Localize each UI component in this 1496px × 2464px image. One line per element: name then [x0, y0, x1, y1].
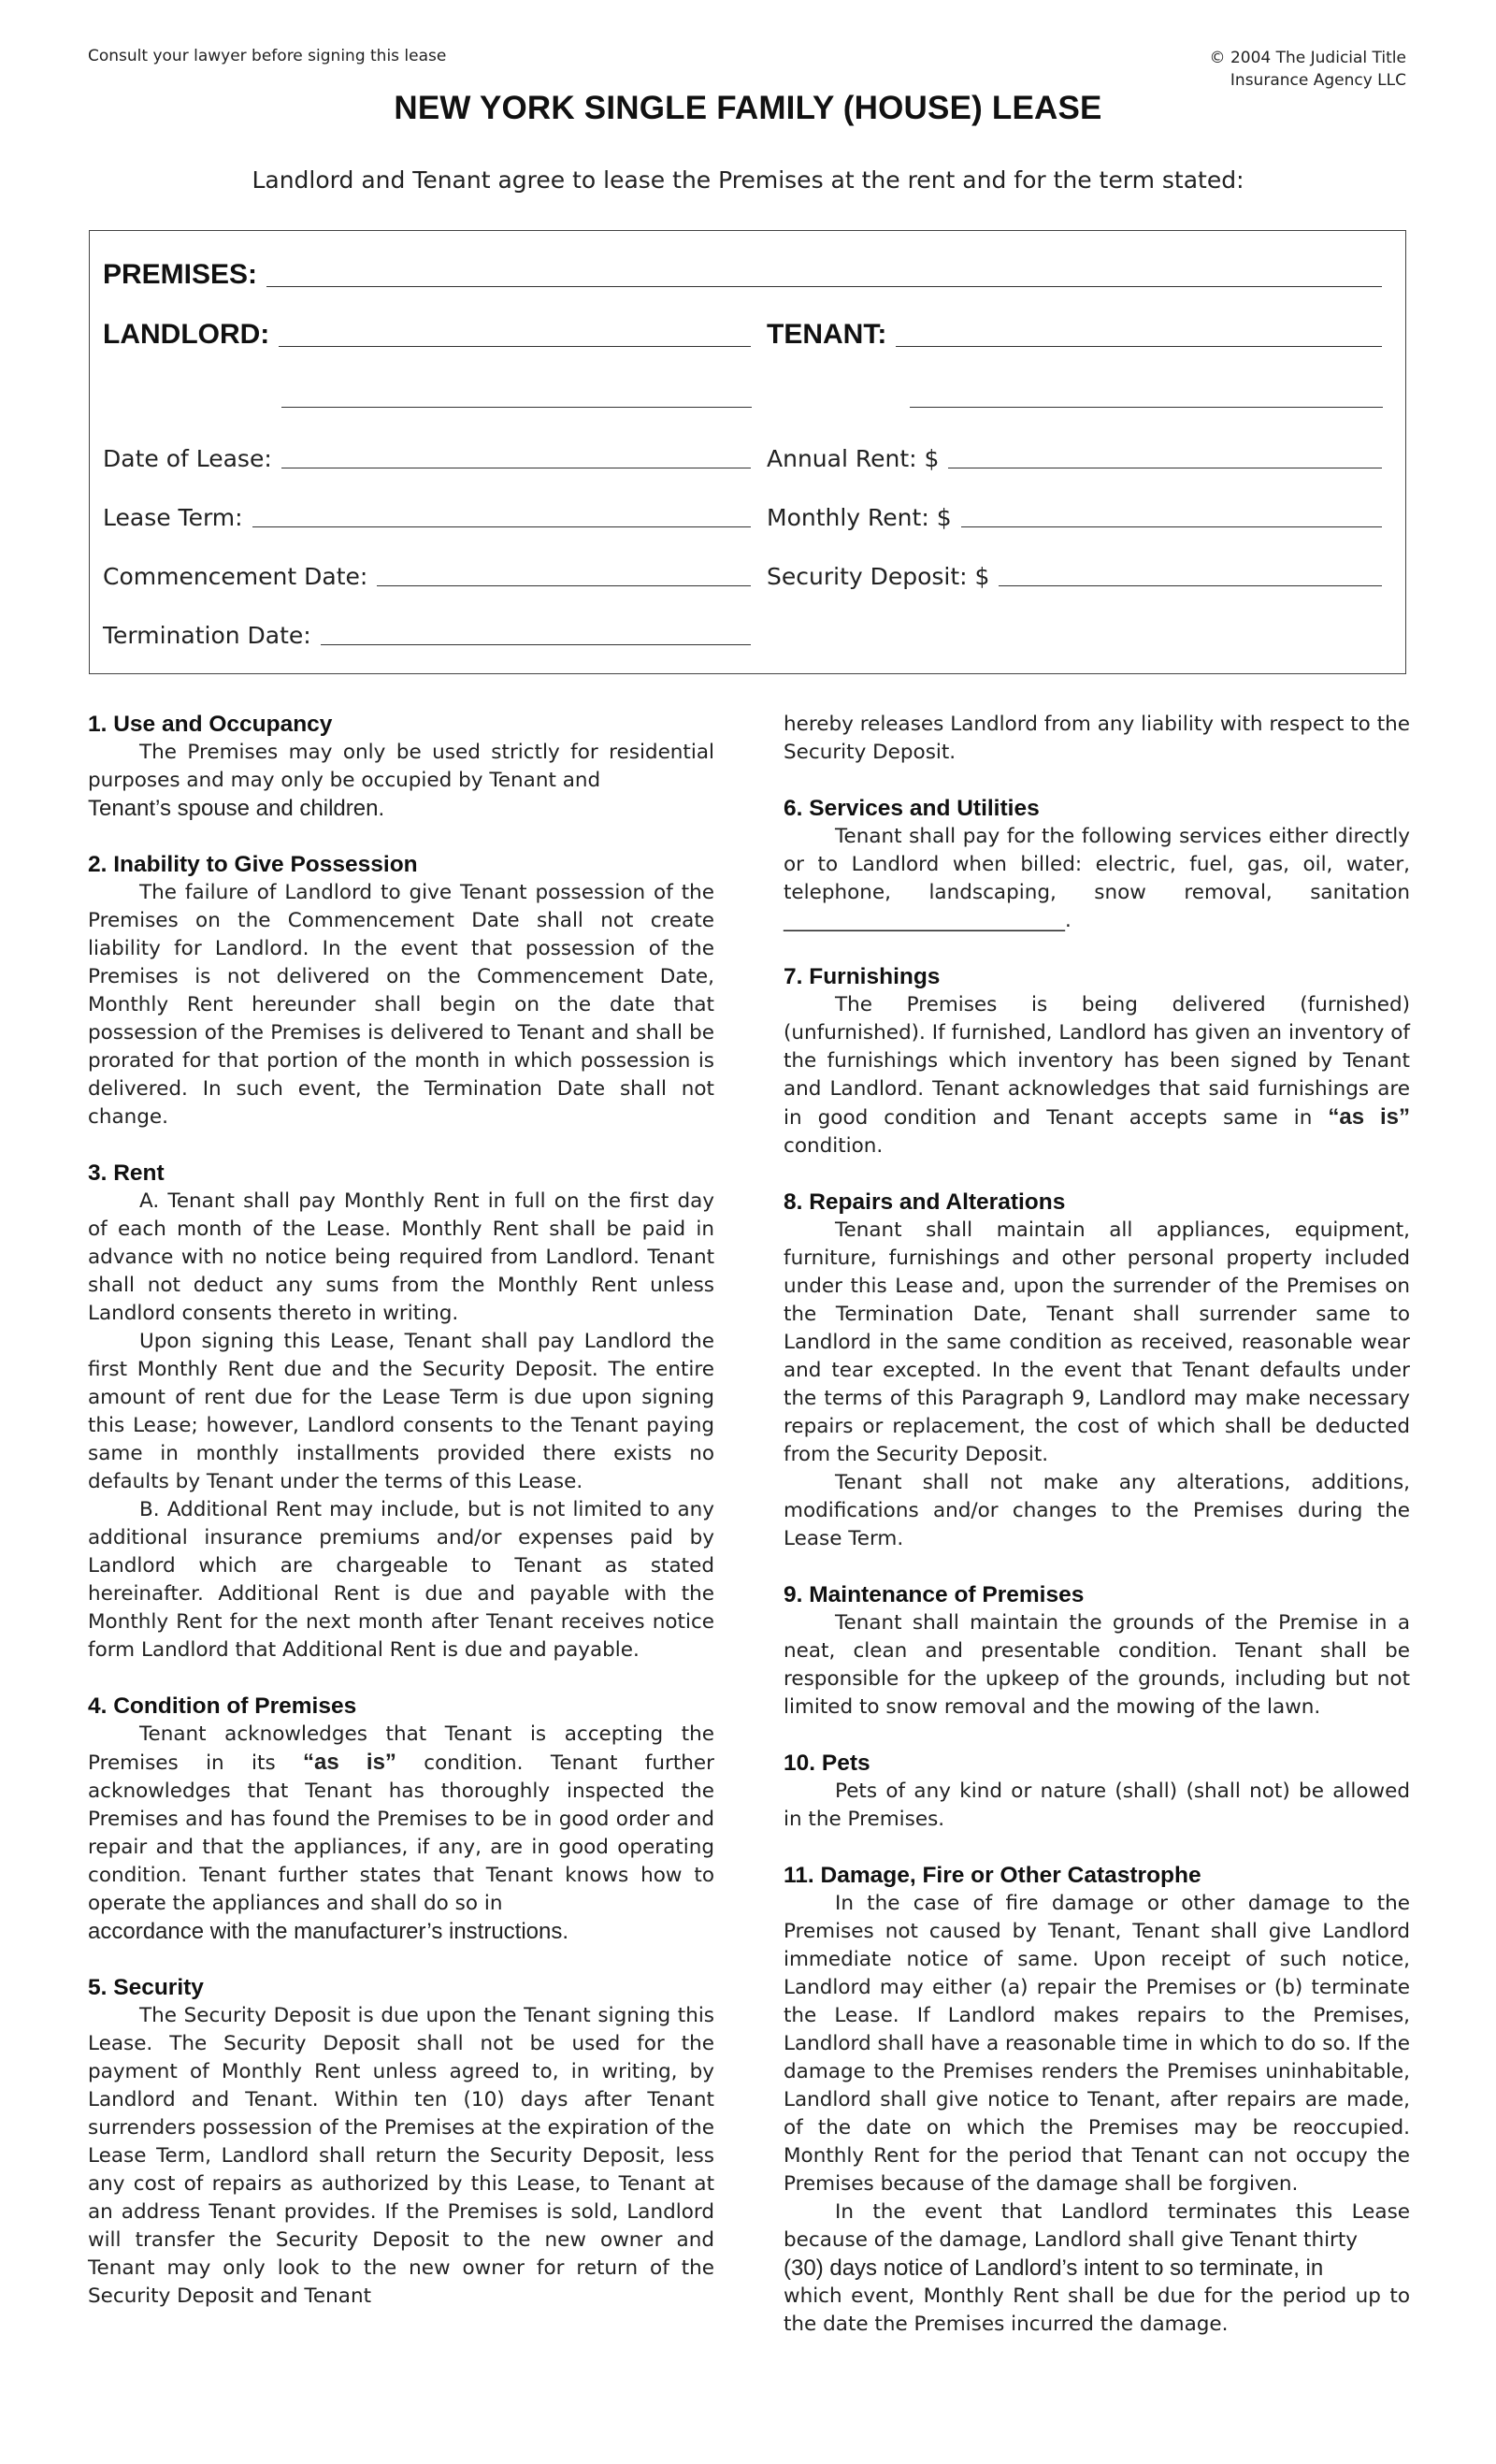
section-condition-of-premises: [88, 1693, 714, 1946]
section-paragraph-arial: (30) days notice of Landlord’s intent to so terminate, in: [784, 2255, 1324, 2281]
section-security: [88, 1974, 714, 2311]
section-paragraph: which event, Monthly Rent shall be due for the period up to the date the Premises incurred the damage.: [784, 2284, 1410, 2336]
section-paragraph: In the case of fire damage or other damage to the Premises not caused by Tenant, Tenant shall give Landlord immediate notice of same. Upon receipt of such notice, Landlord may either (a) repair the Premises or (b) terminate the Lease. If Landlord makes repairs to the Premises, Landlord shall have a reasonable time in which to do so. If the damage to the Premises renders the Premises uninhabitable, Landlord shall give notice to Tenant, after repairs are made, of the date on which the Premises may be reoccupied. Monthly Rent for the period that Tenant can not occupy the Premises because of the damage shall be forgiven.: [784, 1892, 1410, 2196]
paragraph-text: The Premises is being delivered (furnished) (unfurnished). If furnished, Landlord has given an inventory of the furnishings which inventory has been signed by Tenant and Landlord. Tenant acknowledges that said furnishings are in good condition and Tenant accepts same in: [784, 993, 1410, 1130]
section-paragraph: hereby releases Landlord from any liability with respect to the Security Deposit.: [784, 713, 1410, 764]
section-paragraph: Tenant shall maintain the grounds of the Premise in a neat, clean and presentable condition. Tenant shall be responsible for the upkeep of the grounds, including but not limited to snow removal and the mowing of the lawn.: [784, 1611, 1410, 1719]
date-of-lease-field[interactable]: [103, 435, 751, 472]
section-paragraph: The Premises may only be used strictly for residential purposes and may only be occupied by Tenant and: [88, 741, 714, 792]
right-column: [784, 711, 1410, 2367]
monthly-rent-line: [961, 526, 1382, 527]
section-heading: 7. Furnishings: [784, 964, 941, 989]
landlord-line: [279, 346, 751, 347]
premises-line: [266, 286, 1382, 287]
security-deposit-line: [999, 585, 1382, 586]
left-column: [88, 711, 714, 2339]
monthly-rent-label: Monthly Rent: $: [767, 504, 952, 531]
premises-field[interactable]: [103, 253, 1382, 291]
section-maintenance-of-premises: [784, 1581, 1410, 1722]
landlord-label: LANDLORD:: [103, 319, 270, 350]
tenant-line: [896, 346, 1382, 347]
lease-term-label: Lease Term:: [103, 504, 243, 531]
section-heading: 10. Pets: [784, 1751, 870, 1776]
section-paragraph: Tenant shall pay for the following services either directly or to Landlord when billed: electric, fuel, gas, oil, water, telephone, landscaping, snow removal, sanitation ____________________________.: [784, 825, 1410, 932]
paragraph-text: condition. Tenant further acknowledges that Tenant has thoroughly inspected the Premises and has found the Premises to be in good order and repair and that the appliances, if any, are in good operating condition. Tenant further states that Tenant knows how to operate the appliances and shall do so in: [88, 1751, 714, 1915]
section-paragraph: [88, 1721, 714, 1918]
premises-label: PREMISES:: [103, 259, 258, 290]
section-paragraph: [784, 991, 1410, 1160]
section-paragraph: Upon signing this Lease, Tenant shall pay Landlord the first Monthly Rent due and the Security Deposit. The entire amount of rent due for the Lease Term is due upon signing this Lease; however, Landlord consents to the Tenant paying same in monthly installments provided there exists no defaults by Tenant under the terms of this Lease.: [88, 1330, 714, 1493]
copyright-notice: [1163, 47, 1406, 92]
intro-statement: Landlord and Tenant agree to lease the Premises at the rent and for the term stated:: [252, 166, 1244, 194]
termination-date-label: Termination Date:: [103, 622, 311, 649]
tenant-label: TENANT:: [767, 319, 887, 350]
section-heading: 8. Repairs and Alterations: [784, 1189, 1066, 1215]
section-paragraph: Pets of any kind or nature (shall) (shall not) be allowed in the Premises.: [784, 1780, 1410, 1831]
tenant-line-2[interactable]: [910, 407, 1383, 408]
landlord-line-2[interactable]: [281, 407, 752, 408]
lease-term-line: [252, 526, 751, 527]
copyright-line-2: Insurance Agency LLC: [1230, 71, 1406, 90]
security-deposit-field[interactable]: [767, 553, 1382, 590]
section-heading: 11. Damage, Fire or Other Catastrophe: [784, 1863, 1201, 1888]
date-of-lease-label: Date of Lease:: [103, 445, 272, 472]
section-repairs-and-alterations: [784, 1189, 1410, 1553]
section-heading: 1. Use and Occupancy: [88, 712, 333, 737]
section-pets: [784, 1750, 1410, 1834]
section-heading: 5. Security: [88, 1975, 204, 2000]
tenant-field[interactable]: [767, 313, 1382, 351]
section-paragraph-tail: accordance with the manufacturer’s instructions.: [88, 1919, 569, 1944]
section-heading: 3. Rent: [88, 1160, 165, 1186]
termination-date-field[interactable]: [103, 612, 751, 649]
section-paragraph: Tenant shall maintain all appliances, equipment, furniture, furnishings and other personal property included under this Lease and, upon the surrender of the Premises on the Termination Date, Tenant shall surrender same to Landlord in the same condition as received, reasonable wear and tear excepted. In the event that Tenant defaults under the terms of this Paragraph 9, Landlord may make necessary repairs or replacement, the cost of which shall be deducted from the Security Deposit.: [784, 1218, 1410, 1466]
section-heading: 9. Maintenance of Premises: [784, 1582, 1085, 1607]
section-rent: [88, 1160, 714, 1664]
annual-rent-field[interactable]: [767, 435, 1382, 472]
section-damage-fire-catastrophe: [784, 1862, 1410, 2339]
document-title: NEW YORK SINGLE FAMILY (HOUSE) LEASE: [394, 90, 1102, 126]
landlord-field[interactable]: [103, 313, 751, 351]
section-heading: 4. Condition of Premises: [88, 1693, 357, 1719]
section-security-continued: [784, 711, 1410, 767]
section-heading: 6. Services and Utilities: [784, 796, 1040, 821]
section-services-and-utilities: [784, 795, 1410, 935]
monthly-rent-field[interactable]: [767, 494, 1382, 531]
section-use-and-occupancy: [88, 711, 714, 823]
commencement-date-field[interactable]: [103, 553, 751, 590]
section-heading: 2. Inability to Give Possession: [88, 852, 418, 877]
paragraph-text: condition.: [784, 1134, 884, 1158]
as-is-emphasis: “as is”: [303, 1750, 396, 1775]
lease-term-field[interactable]: [103, 494, 751, 531]
annual-rent-label: Annual Rent: $: [767, 445, 940, 472]
commencement-date-label: Commencement Date:: [103, 563, 368, 590]
as-is-emphasis: “as is”: [1328, 1104, 1410, 1130]
section-paragraph-tail: Tenant’s spouse and children.: [88, 796, 385, 821]
paragraph-text: Tenant acknowledges that Tenant is accepting the Premises in its: [88, 1722, 714, 1775]
commencement-date-line: [377, 585, 751, 586]
section-paragraph: A. Tenant shall pay Monthly Rent in full on the first day of each month of the Lease. Monthly Rent shall be paid in advance with no notice being required from Landlord. Tenant shall not deduct any sums from the Monthly Rent unless Landlord consents thereto in writing.: [88, 1189, 714, 1325]
lease-terms-form: [89, 230, 1406, 674]
termination-date-line: [321, 644, 751, 645]
section-inability-to-give-possession: [88, 851, 714, 1131]
section-furnishings: [784, 963, 1410, 1160]
security-deposit-label: Security Deposit: $: [767, 563, 990, 590]
copyright-line-1: © 2004 The Judicial Title: [1209, 49, 1406, 67]
section-paragraph: B. Additional Rent may include, but is not limited to any additional insurance premiums and/or expenses paid by Landlord which are chargeable to Tenant as stated hereinafter. Additional Rent is due and payable with the Monthly Rent for the next month after Tenant receives notice form Landlord that Additional Rent is due and payable.: [88, 1498, 714, 1662]
section-paragraph: Tenant shall not make any alterations, additions, modifications and/or changes to the Premises during the Lease Term.: [784, 1471, 1410, 1550]
lawyer-notice: Consult your lawyer before signing this lease: [88, 47, 447, 65]
section-paragraph: The Security Deposit is due upon the Tenant signing this Lease. The Security Deposit shall not be used for the payment of Monthly Rent unless agreed to, in writing, by Landlord and Tenant. Within ten (10) days after Tenant surrenders possession of the Premises at the expiration of the Lease Term, Landlord shall return the Security Deposit, less any cost of repairs as authorized by this Lease, to Tenant at an address Tenant provides. If the Premises is sold, Landlord will transfer the Security Deposit to the new owner and Tenant may only look to the new owner for return of the Security Deposit and Tenant: [88, 2004, 714, 2308]
section-paragraph: In the event that Landlord terminates this Lease because of the damage, Landlord shall give Tenant thirty: [784, 2200, 1410, 2252]
section-paragraph: The failure of Landlord to give Tenant possession of the Premises on the Commencement Date shall not create liability for Landlord. In the event that possession of the Premises is not delivered on the Commencement Date, Monthly Rent hereunder shall begin on the date that possession of the Premises is delivered to Tenant and shall be prorated for that portion of the month in which possession is delivered. In such event, the Termination Date shall not change.: [88, 881, 714, 1129]
